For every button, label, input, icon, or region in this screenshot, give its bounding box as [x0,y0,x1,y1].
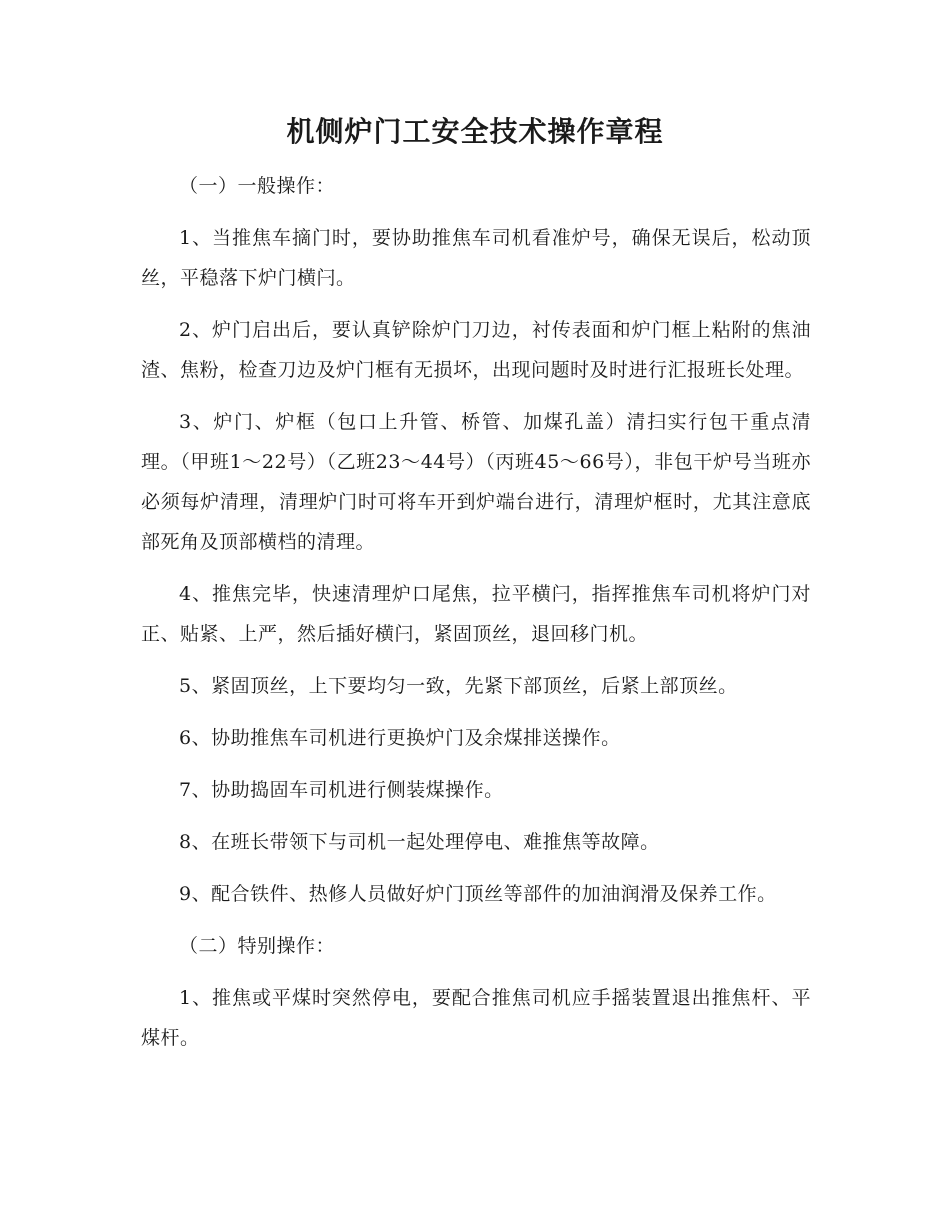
section-heading-special: （二）特别操作： [179,935,336,957]
document-title: 机侧炉门工安全技术操作章程 [286,115,664,148]
paragraph-item-4: 4、推焦完毕，快速清理炉口尾焦，拉平横闩，指挥推焦车司机将炉门对正、贴紧、上严，然后插好横闩，紧固顶丝，退回移门机。 [141,583,811,645]
paragraph-item-6: 6、协助推焦车司机进行更换炉门及余煤排送操作。 [179,727,621,749]
paragraph-item-5: 5、紧固顶丝，上下要均匀一致，先紧下部顶丝，后紧上部顶丝。 [179,675,738,697]
section-heading-general: （一）一般操作： [179,175,336,197]
paragraph-item-9: 9、配合铁件、热修人员做好炉门顶丝等部件的加油润滑及保养工作。 [179,883,777,905]
paragraph-item-1: 1、当推焦车摘门时，要协助推焦车司机看准炉号，确保无误后，松动顶丝，平稳落下炉门横闩。 [141,227,811,289]
paragraph-item-2: 2、炉门启出后，要认真铲除炉门刀边，衬传表面和炉门框上粘附的焦油渣、焦粉，检查刀边及炉门框有无损坏，出现问题时及时进行汇报班长处理。 [141,319,811,381]
paragraph-item-7: 7、协助捣固车司机进行侧装煤操作。 [179,779,504,801]
document-body [141,166,811,1070]
paragraph-item-3: 3、炉门、炉框（包口上升管、桥管、加煤孔盖）清扫实行包干重点清理。（甲班1～22号）（乙班23～44号）（丙班45～66号），非包干炉号当班亦必须每炉清理，清理炉门时可将车开到炉端台进行，清理炉框时，尤其注意底部死角及顶部横档的清理。 [141,411,811,553]
paragraph-special-item-1: 1、推焦或平煤时突然停电，要配合推焦司机应手摇装置退出推焦杆、平煤杆。 [141,987,811,1049]
paragraph-item-8: 8、在班长带领下与司机一起处理停电、难推焦等故障。 [179,831,660,853]
